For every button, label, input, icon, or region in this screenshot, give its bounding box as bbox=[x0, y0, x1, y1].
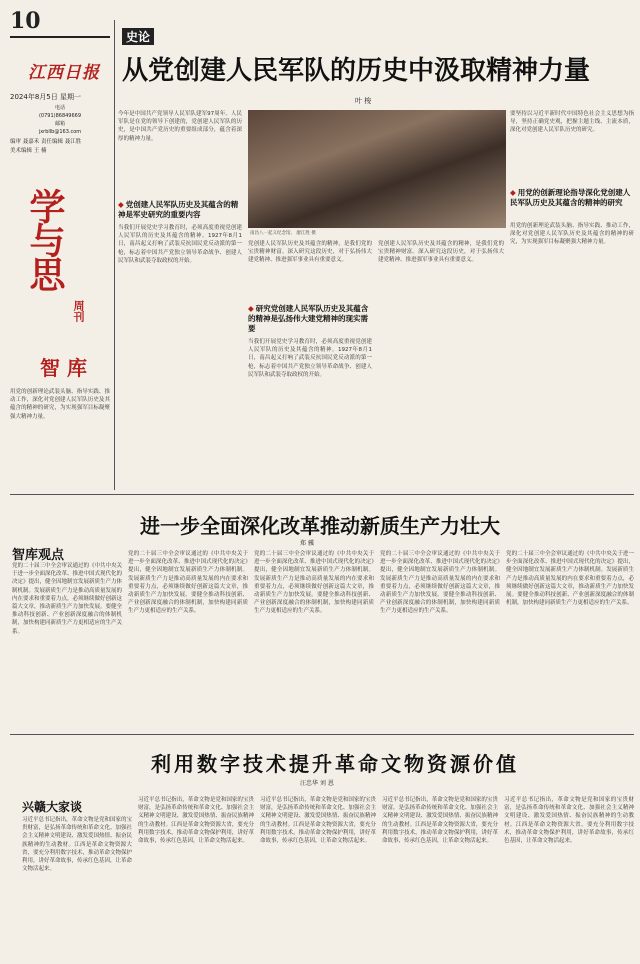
article1-subhead-1: ◆ 党创建人民军队历史及其蕴含的精神是军史研究的重要内容 bbox=[118, 200, 242, 220]
photo-caption: 南昌八一起义纪念馆。 廖江胜 摄 bbox=[250, 231, 316, 236]
paper-name: 江西日报 bbox=[28, 63, 100, 83]
headline-1: 从党创建人民军队的历史中汲取精神力量 bbox=[122, 56, 591, 86]
author-2: 郑 骥 bbox=[300, 540, 314, 547]
headline-3: 利用数字技术提升革命文物资源价值 bbox=[151, 752, 519, 776]
headline-2: 进一步全面深化改革推动新质生产力壮大 bbox=[140, 514, 500, 538]
memorial-photo bbox=[248, 110, 506, 228]
column-name: 智 库 bbox=[40, 356, 87, 380]
contact-email-label: 邮箱 bbox=[54, 121, 65, 127]
editor-credits bbox=[10, 138, 110, 156]
article2-col-4: 党的二十届三中全会审议通过的《中共中央关于进一步全面深化改革、推进中国式现代化的决定》提出，健全因地制宜发展新质生产力体制机制。发展新质生产力是推动高质量发展的内在要求和重要着力点，必须继续做好创新这篇大文章，推动新质生产力加快发展。要健全推动科技创新、产业创新深度融合的体制机制，加快构建同新质生产力更相适应的生产关系。 bbox=[380, 551, 500, 615]
article1-col-d: 要坚持以习近平新时代中国特色社会主义思想为指导，坚持正确党史观，把握主题主线、主流本质，深化对党创建人民军队历史的研究。 bbox=[510, 111, 634, 134]
author-1: 叶 梭 bbox=[355, 97, 372, 105]
article3-col-3: 习近平总书记指出，革命文物是党和国家的宝贵财富，是弘扬革命传统和革命文化、加强社会主义精神文明建设、激发爱国热情、振奋民族精神的生动教材。江西是革命文物资源大省，要充分利用数字技术，推动革命文物保护利用，讲好革命故事，传承红色基因，让革命文物活起来。 bbox=[260, 797, 376, 845]
article3-col-4: 习近平总书记指出，革命文物是党和国家的宝贵财富，是弘扬革命传统和革命文化、加强社会主义精神文明建设、激发爱国热情、振奋民族精神的生动教材。江西是革命文物资源大省，要充分利用数字技术，推动革命文物保护利用，讲好革命故事，传承红色基因，让革命文物活起来。 bbox=[382, 797, 498, 845]
section-divider-1 bbox=[10, 494, 634, 495]
editor-line-2: 美术编辑 王 楠 bbox=[10, 148, 47, 154]
article1-col-c: 党创建人民军队历史及其蕴含的精神，是我们党的宝贵精神财富。深入研究这段历史，对于弘扬伟大建党精神、推进强军事业具有重要意义。 bbox=[378, 241, 504, 264]
article2-col-1: 党的二十届三中全会审议通过的《中共中央关于进一步全面深化改革、推进中国式现代化的决定》提出，健全因地制宜发展新质生产力体制机制。发展新质生产力是推动高质量发展的内在要求和重要着力点，必须继续做好创新这篇大文章，推动新质生产力加快发展。要健全推动科技创新、产业创新深度融合的体制机制，加快构建同新质生产力更相适应的生产关系。 bbox=[12, 563, 122, 635]
contact-info bbox=[10, 104, 110, 136]
article2-col-2: 党的二十届三中全会审议通过的《中共中央关于进一步全面深化改革、推进中国式现代化的决定》提出，健全因地制宜发展新质生产力体制机制。发展新质生产力是推动高质量发展的内在要求和重要着力点，必须继续做好创新这篇大文章，推动新质生产力加快发展。要健全推动科技创新、产业创新深度融合的体制机制，加快构建同新质生产力更相适应的生产关系。 bbox=[128, 551, 248, 615]
contact-phone-label: 电话 bbox=[54, 105, 65, 111]
author-3: 汪忠华 刘 恩 bbox=[300, 780, 334, 787]
section-label-discussion: 兴赣大家谈 bbox=[22, 800, 83, 814]
article1-col-e: 用党的创新理论武装头脑、指导实践、推动工作，深化对党创建人民军队历史及其蕴含的精神的研究，为实现强军目标凝聚强大精神力量。 bbox=[510, 223, 634, 246]
contact-phone: (0791)86849669 bbox=[38, 113, 82, 119]
article2-col-5: 党的二十届三中全会审议通过的《中共中央关于进一步全面深化改革、推进中国式现代化的决定》提出，健全因地制宜发展新质生产力体制机制。发展新质生产力是推动高质量发展的内在要求和重要着力点，必须继续做好创新这篇大文章，推动新质生产力加快发展。要健全推动科技创新、产业创新深度融合的体制机制，加快构建同新质生产力更相适应的生产关系。 bbox=[506, 551, 634, 607]
article1-col-a: 当我们开展党史学习教育时，必须高度重视党创建人民军队的历史及其蕴含的精神。1927年8月1日，南昌起义打响了武装反抗国民党反动派的第一枪，标志着中国共产党独立领导革命战争、创建人民军队和武装夺取政权的开始。 bbox=[118, 225, 242, 264]
page-number: 10 bbox=[10, 8, 41, 34]
article2-col-3: 党的二十届三中全会审议通过的《中共中央关于进一步全面深化改革、推进中国式现代化的决定》提出，健全因地制宜发展新质生产力体制机制。发展新质生产力是推动高质量发展的内在要求和重要着力点，必须继续做好创新这篇大文章，推动新质生产力加快发展。要健全推动科技创新、产业创新深度融合的体制机制，加快构建同新质生产力更相适应的生产关系。 bbox=[254, 551, 374, 615]
col-a-cont: 用党的创新理论武装头脑、指导实践、推动工作，深化对党创建人民军队历史及其蕴含的精神的研究，为实现强军目标凝聚强大精神力量。 bbox=[10, 389, 110, 420]
section-label-history: 史论 bbox=[122, 28, 154, 45]
article1-col-b2: 当我们开展党史学习教育时，必须高度重视党创建人民军队的历史及其蕴含的精神。1927年8月1日，南昌起义打响了武装反抗国民党反动派的第一枪，标志着中国共产党独立领导革命战争、创建人民军队和武装夺取政权的开始。 bbox=[248, 339, 372, 378]
section-divider-2 bbox=[10, 734, 634, 735]
article1-col-b: 党创建人民军队历史及其蕴含的精神，是我们党的宝贵精神财富。深入研究这段历史，对于弘扬伟大建党精神、推进强军事业具有重要意义。 bbox=[248, 241, 372, 264]
contact-email: jxrbllb@163.com bbox=[38, 129, 82, 135]
section-label-think-tank: 智库观点 bbox=[12, 548, 65, 563]
weekly-title: 学与思 bbox=[24, 188, 66, 290]
editor-line-1: 编审 聂嘉禾 责任编辑 聂江胜 bbox=[10, 139, 82, 145]
article1-intro: 今年是中国共产党领导人民军队建军97周年。人民军队是在党的领导下创建的，党创建人民军队的历史，是中国共产党历史的重要组成部分，蕴含着深厚的精神力量。 bbox=[118, 111, 242, 142]
date-line: 2024年8月5日 星期一 bbox=[10, 93, 81, 101]
article3-col-5: 习近平总书记指出，革命文物是党和国家的宝贵财富，是弘扬革命传统和革命文化、加强社会主义精神文明建设、激发爱国热情、振奋民族精神的生动教材。江西是革命文物资源大省，要充分利用数字技术，推动革命文物保护利用，讲好革命故事，传承红色基因，让革命文物活起来。 bbox=[504, 797, 634, 845]
left-rail-divider bbox=[114, 20, 115, 490]
article1-subhead-3: ◆ 用党的创新理论指导深化党创建人民军队历史及其蕴含的精神的研究 bbox=[510, 188, 634, 208]
article3-col-1: 习近平总书记指出，革命文物是党和国家的宝贵财富，是弘扬革命传统和革命文化、加强社会主义精神文明建设、激发爱国热情、振奋民族精神的生动教材。江西是革命文物资源大省，要充分利用数字技术，推动革命文物保护利用，讲好革命故事，传承红色基因，让革命文物活起来。 bbox=[22, 817, 132, 873]
masthead-rule bbox=[10, 36, 110, 38]
article3-col-2: 习近平总书记指出，革命文物是党和国家的宝贵财富，是弘扬革命传统和革命文化、加强社会主义精神文明建设、激发爱国热情、振奋民族精神的生动教材。江西是革命文物资源大省，要充分利用数字技术，推动革命文物保护利用，讲好革命故事，传承红色基因，让革命文物活起来。 bbox=[138, 797, 254, 845]
article1-subhead-2: ◆ 研究党创建人民军队历史及其蕴含的精神是弘扬伟大建党精神的现实需要 bbox=[248, 304, 372, 334]
weekly-subtitle: 周刊 bbox=[72, 300, 85, 322]
